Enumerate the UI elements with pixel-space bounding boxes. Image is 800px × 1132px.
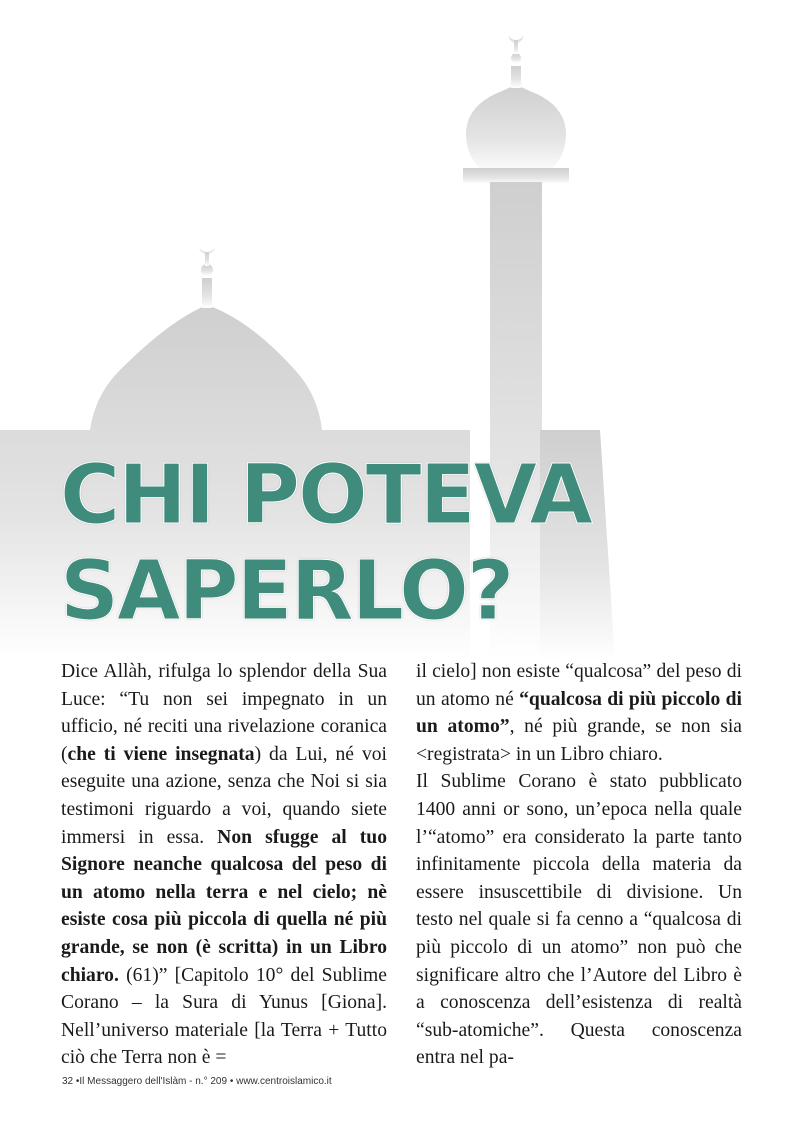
text-run: , né più grande, se non sia <registrata> in un Libro chiaro.	[416, 716, 742, 765]
bold-text-run: che ti viene insegnata	[67, 743, 255, 765]
left-paragraph	[61, 658, 387, 1072]
title-line-2: SAPERLO?	[60, 544, 513, 639]
text-run: Dice Allàh, rifulga lo splendor della Sua Luce: “Tu non sei impegnato in un ufficio, né reciti una rivelazione coranica (	[61, 661, 387, 765]
bold-text-run: “qualcosa di più piccolo di un atomo”	[416, 688, 742, 738]
left-column	[61, 658, 387, 1072]
right-column	[416, 658, 742, 1072]
page-footer: 32 •Il Messaggero dell'Islàm - n.° 209 • www.centroislamico.it	[62, 1076, 332, 1087]
title-line-1: CHI POTEVA	[60, 448, 591, 543]
right-paragraph-2: Il Sublime Corano è stato pubblicato 1400 anni or sono, un’epoca nella quale l’“atomo” era considerato la parte tanto infinitamente piccola della materia da essere insuscettibile di divisione. Un testo nel quale si fa cenno a “qualcosa di più piccolo di un atomo” non può che significare altro che l’Autore del Libro è a conoscenza dell’esistenza di realtà “sub-atomiche”. Questa conoscenza entra nel pa-	[416, 771, 742, 1069]
right-paragraph-1	[416, 658, 742, 768]
bold-text-run: Non sfugge al tuo Signore neanche qualcosa del peso di un atomo nella terra e nel cielo; nè esiste cosa più piccola di quella né più grande, se non (è scritta) in un Libro chiaro.	[61, 826, 387, 986]
text-run: il cielo] non esiste “qualcosa” del peso di un atomo né	[416, 661, 742, 710]
text-run: (61)” [Capitolo 10° del Sublime Corano – la Sura di Yunus [Giona]. Nell’universo materiale [la Terra + Tutto ciò che Terra non è =	[61, 964, 387, 1069]
article-title	[60, 448, 591, 640]
text-run: ) da Lui, né voi eseguite una azione, senza che Noi si sia testimoni riguardo a voi, quando siete immersi in essa.	[61, 743, 387, 848]
